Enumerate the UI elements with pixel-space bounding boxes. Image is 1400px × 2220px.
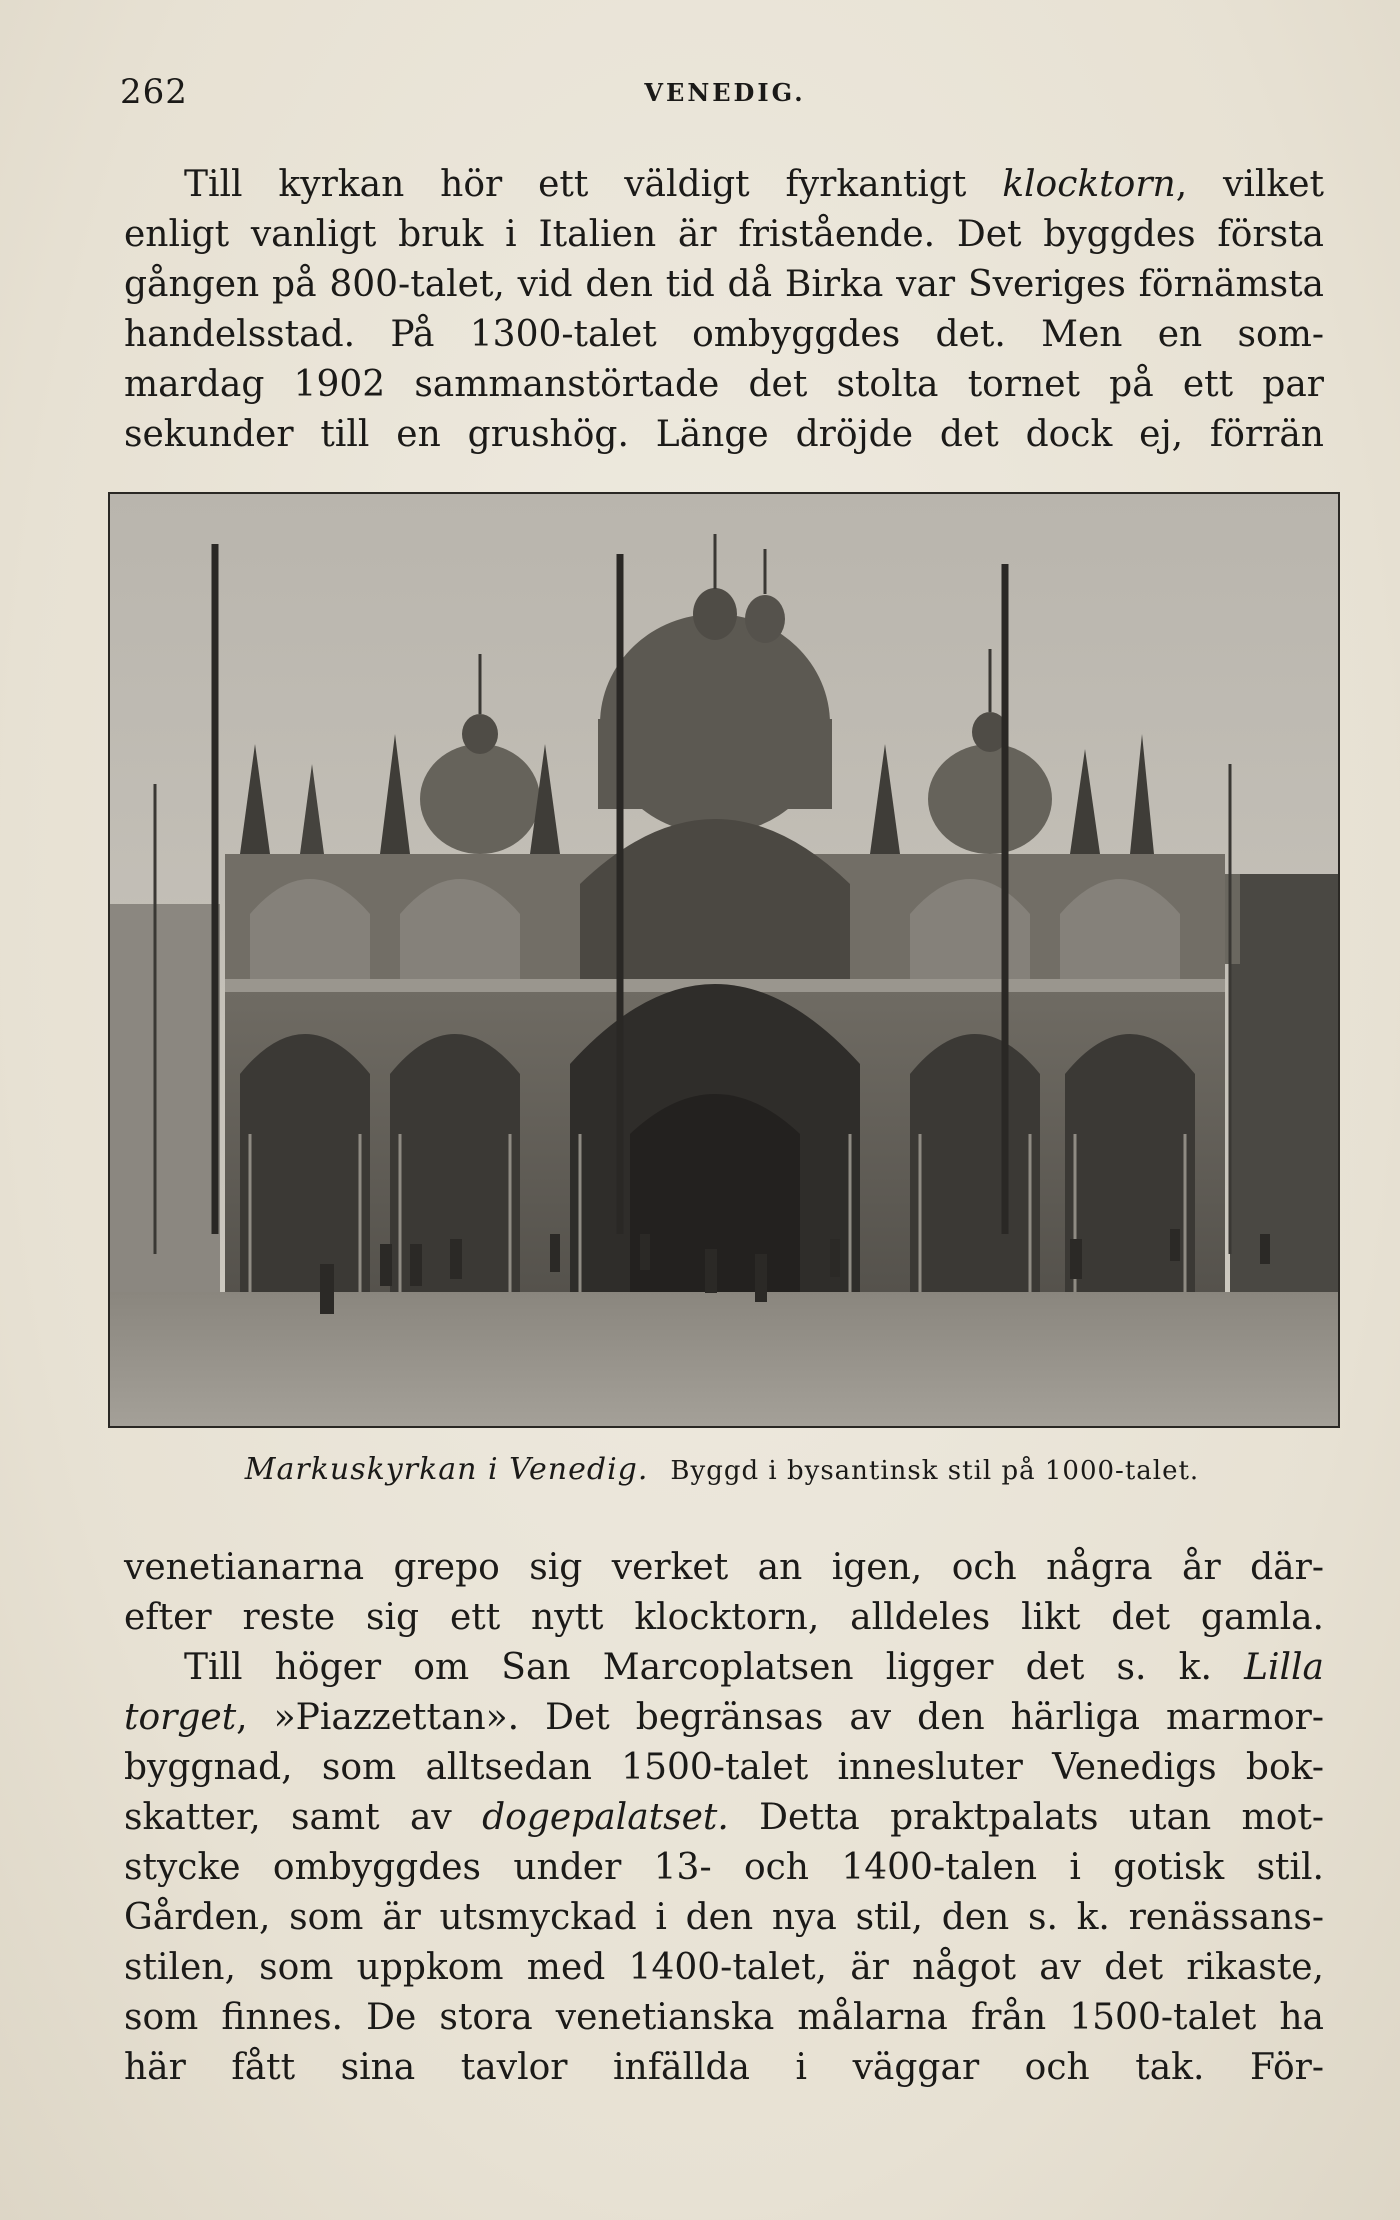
text-line: stilen, som uppkom med 1400-talet, är något av det rikaste, (124, 1947, 1324, 1988)
emphasis-lilla: Lilla (1244, 1647, 1324, 1688)
text-line: här fått sina tavlor infällda i väggar och tak. För- (124, 2047, 1324, 2088)
text-line: byggnad, som alltsedan 1500-talet innesluter Venedigs bok- (124, 1747, 1324, 1788)
text-line: gången på 800-talet, vid den tid då Birka var Sveriges förnämsta (124, 264, 1324, 305)
paragraph-bottom (124, 1543, 1324, 2093)
text-line: stycke ombyggdes under 13- och 1400-talen i gotisk stil. (124, 1847, 1324, 1888)
emphasis-klocktorn: klocktorn (1002, 164, 1176, 205)
text-line: sekunder till en grushög. Länge dröjde det dock ej, förrän (124, 414, 1324, 455)
text-line: enligt vanligt bruk i Italien är fristående. Det byggdes första (124, 214, 1324, 255)
text-line: torget, »Piazzettan». Det begränsas av den härliga marmor- (124, 1697, 1324, 1738)
text-line: skatter, samt av dogepalatset. Detta praktpalats utan mot- (124, 1797, 1324, 1838)
caption-description: Byggd i bysantinsk stil på 1000-talet. (670, 1456, 1200, 1486)
text-line: handelsstad. På 1300-talet ombyggdes det. Men en som- (124, 314, 1324, 355)
text-line: som finnes. De stora venetianska målarna från 1500-talet ha (124, 1997, 1324, 2038)
page-number: 262 (120, 72, 188, 112)
page-header (120, 72, 1330, 112)
text-line: Till höger om San Marcoplatsen ligger det s. k. Lilla (184, 1647, 1324, 1688)
running-head: VENEDIG. (644, 78, 806, 107)
text-line: venetianarna grepo sig verket an igen, och några år där- (124, 1547, 1324, 1588)
text-line: Gården, som är utsmyckad i den nya stil, den s. k. renässans- (124, 1897, 1324, 1938)
emphasis-torget: torget (124, 1697, 237, 1738)
halftone-illustration-st-marks-basilica (108, 492, 1340, 1428)
caption-title: Markuskyrkan i Venedig. (244, 1452, 649, 1487)
text-line: Till kyrkan hör ett väldigt fyrkantigt klocktorn, vilket (184, 164, 1324, 205)
text-line: efter reste sig ett nytt klocktorn, alldeles likt det gamla. (124, 1597, 1324, 1638)
figure-caption (108, 1452, 1336, 1487)
emphasis-dogepalatset: dogepalatset. (482, 1797, 729, 1838)
paragraph-top (124, 160, 1324, 460)
text-line: mardag 1902 sammanstörtade det stolta tornet på ett par (124, 364, 1324, 405)
